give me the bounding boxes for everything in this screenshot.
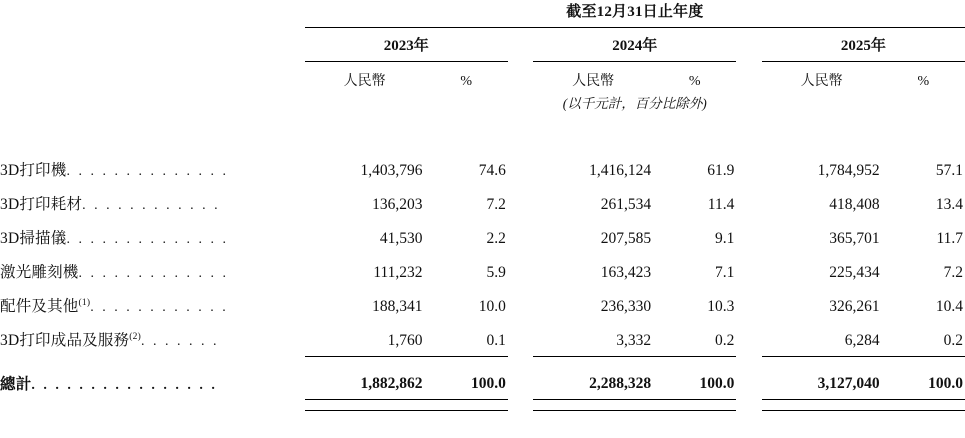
- footnote-marker-2: (2): [129, 331, 141, 342]
- year-row-label-spacer: [0, 28, 305, 61]
- row-2-pct-2023: 2.2: [486, 230, 506, 247]
- row-label-1: [0, 186, 305, 220]
- row-label-text-5: 3D打印成品及服務: [0, 332, 130, 349]
- gap-r5b: [736, 322, 761, 356]
- row-label-text-4: 配件及其他: [0, 298, 79, 315]
- unit-note-left-spacer: [305, 92, 508, 118]
- year-header-2025: 2025年: [840, 38, 886, 54]
- unit-note-right-spacer: [762, 92, 965, 118]
- row-2-value-2025: 365,701: [829, 230, 880, 247]
- row-label-0: [0, 152, 305, 186]
- row-3-value-2024: 163,423: [600, 264, 652, 281]
- total-value-2024: 2,288,328: [589, 375, 652, 392]
- total-pct-2023: 100.0: [470, 375, 506, 392]
- total-label: [0, 363, 305, 400]
- row-4-pct-2024: 10.3: [707, 298, 735, 315]
- table-row: [0, 254, 965, 288]
- row-3-value-2025: 225,434: [829, 264, 880, 281]
- row-0-pct-2025: 57.1: [935, 162, 963, 179]
- row-0-value-2025: 1,784,952: [817, 162, 880, 179]
- table-row: [0, 220, 965, 254]
- row-5-pct-2025: 0.2: [943, 331, 963, 349]
- row-dots-5: . . . . . . .: [140, 334, 219, 349]
- total-value-2025: 3,127,040: [817, 375, 880, 392]
- total-bottom-rule-row: [0, 400, 965, 411]
- row-3-value-2023: 111,232: [373, 264, 423, 281]
- row-5-value-2024: 3,332: [616, 331, 652, 349]
- subheader-pct-2024: %: [688, 74, 701, 89]
- gap-r0b: [736, 152, 761, 186]
- gap-r0a: [508, 152, 533, 186]
- table-top-header-row: [0, 0, 965, 26]
- row-5-pct-2023: 0.1: [486, 331, 506, 349]
- table-row: [0, 288, 965, 322]
- row-1-pct-2025: 13.4: [935, 196, 963, 213]
- subheader-pct-2023: %: [460, 74, 473, 89]
- subheader-row: [0, 62, 965, 93]
- row-label-5: [0, 322, 305, 356]
- row-label-3: [0, 254, 305, 288]
- row-label-2: [0, 220, 305, 254]
- gap-r1b: [736, 186, 761, 220]
- row-5-value-2023: 1,760: [387, 331, 423, 349]
- gap-r4a: [508, 288, 533, 322]
- row-label-text-2: 3D掃描儀: [0, 230, 67, 247]
- gap-t4: [736, 363, 761, 400]
- gap-5: [508, 62, 533, 93]
- total-pct-2024: 100.0: [699, 375, 735, 392]
- total-bottom-rule-2024: [533, 400, 736, 411]
- row-dots-3: . . . . . . . . . . . . .: [78, 266, 229, 281]
- row-label-text-1: 3D打印耗材: [0, 196, 83, 213]
- row-4-value-2023: 188,341: [372, 298, 423, 315]
- gap-2: [736, 28, 761, 61]
- unit-note-spacer: [0, 92, 305, 118]
- row-0-value-2024: 1,416,124: [589, 162, 652, 179]
- empty-corner: [0, 0, 305, 26]
- row-2-pct-2025: 11.7: [936, 230, 963, 247]
- row-label-text-3: 激光雕刻機: [0, 264, 79, 281]
- total-label-text: 總計: [0, 375, 32, 393]
- row-4-pct-2025: 10.4: [935, 298, 963, 315]
- gap-7: [508, 92, 533, 118]
- period-header: 截至12月31日止年度: [566, 4, 704, 20]
- subheader-rmb-2023: 人民幣: [343, 74, 386, 89]
- year-header-2024: 2024年: [612, 38, 658, 54]
- gap-8: [736, 92, 761, 118]
- subheader-label-spacer: [0, 62, 305, 93]
- gap-r3a: [508, 254, 533, 288]
- gap-r2b: [736, 220, 761, 254]
- table-row: [0, 152, 965, 186]
- gap-r2a: [508, 220, 533, 254]
- total-dots: . . . . . . . . . . . . . . . .: [31, 377, 218, 393]
- row-4-pct-2023: 10.0: [478, 298, 506, 315]
- row-3-pct-2023: 5.9: [486, 264, 506, 281]
- row-2-pct-2024: 9.1: [714, 230, 735, 247]
- subheader-pct-2025: %: [917, 74, 930, 89]
- row-1-pct-2023: 7.2: [486, 196, 506, 213]
- row-2-value-2024: 207,585: [600, 230, 652, 247]
- year-header-row: [0, 28, 965, 61]
- row-1-value-2023: 136,203: [372, 196, 423, 213]
- total-row: [0, 363, 965, 400]
- unit-note: (以千元計，百分比除外): [562, 96, 707, 111]
- row-0-value-2023: 1,403,796: [360, 162, 423, 179]
- gap-r3b: [736, 254, 761, 288]
- row-1-value-2024: 261,534: [600, 196, 652, 213]
- row-0-pct-2024: 61.9: [707, 162, 735, 179]
- subheader-rmb-2025: 人民幣: [800, 74, 843, 89]
- row-label-text-0: 3D打印機: [0, 162, 67, 179]
- table-row: [0, 322, 965, 356]
- row-1-value-2025: 418,408: [829, 196, 880, 213]
- row-1-pct-2024: 11.4: [707, 196, 735, 213]
- row-4-value-2025: 326,261: [829, 298, 880, 315]
- total-value-2023: 1,882,862: [360, 375, 423, 392]
- gap-r5a: [508, 322, 533, 356]
- row-2-value-2023: 41,530: [379, 230, 423, 247]
- year-header-2023: 2023年: [383, 38, 429, 54]
- row-4-value-2024: 236,330: [600, 298, 652, 315]
- header-body-spacer: [0, 118, 965, 152]
- total-bottom-rule-2025: [762, 400, 965, 411]
- row-3-pct-2024: 7.1: [714, 264, 735, 281]
- gap-r4b: [736, 288, 761, 322]
- row-dots-1: . . . . . . . . . . . .: [82, 198, 221, 213]
- row-dots-0: . . . . . . . . . . . . . .: [66, 164, 229, 179]
- row-3-pct-2025: 7.2: [943, 264, 963, 281]
- row-dots-4: . . . . . . . . . . . .: [90, 300, 229, 315]
- row-dots-2: . . . . . . . . . . . . . .: [66, 232, 229, 247]
- gap-t3: [508, 363, 533, 400]
- row-5-pct-2024: 0.2: [714, 331, 735, 349]
- row-5-value-2025: 6,284: [844, 331, 880, 349]
- table-row: [0, 186, 965, 220]
- unit-note-row: [0, 92, 965, 118]
- gap-r1a: [508, 186, 533, 220]
- gap-1: [508, 28, 533, 61]
- row-label-4: [0, 288, 305, 322]
- gap-6: [736, 62, 761, 93]
- gap-b1: [508, 400, 533, 411]
- row-0-pct-2023: 74.6: [478, 162, 506, 179]
- total-pct-2025: 100.0: [928, 375, 963, 392]
- spacer-cell: [0, 118, 965, 152]
- total-bottom-label-spacer: [0, 400, 305, 411]
- gap-b2: [736, 400, 761, 411]
- subheader-rmb-2024: 人民幣: [572, 74, 615, 89]
- footnote-marker-1: (1): [78, 297, 91, 308]
- total-bottom-rule-2023: [305, 400, 508, 411]
